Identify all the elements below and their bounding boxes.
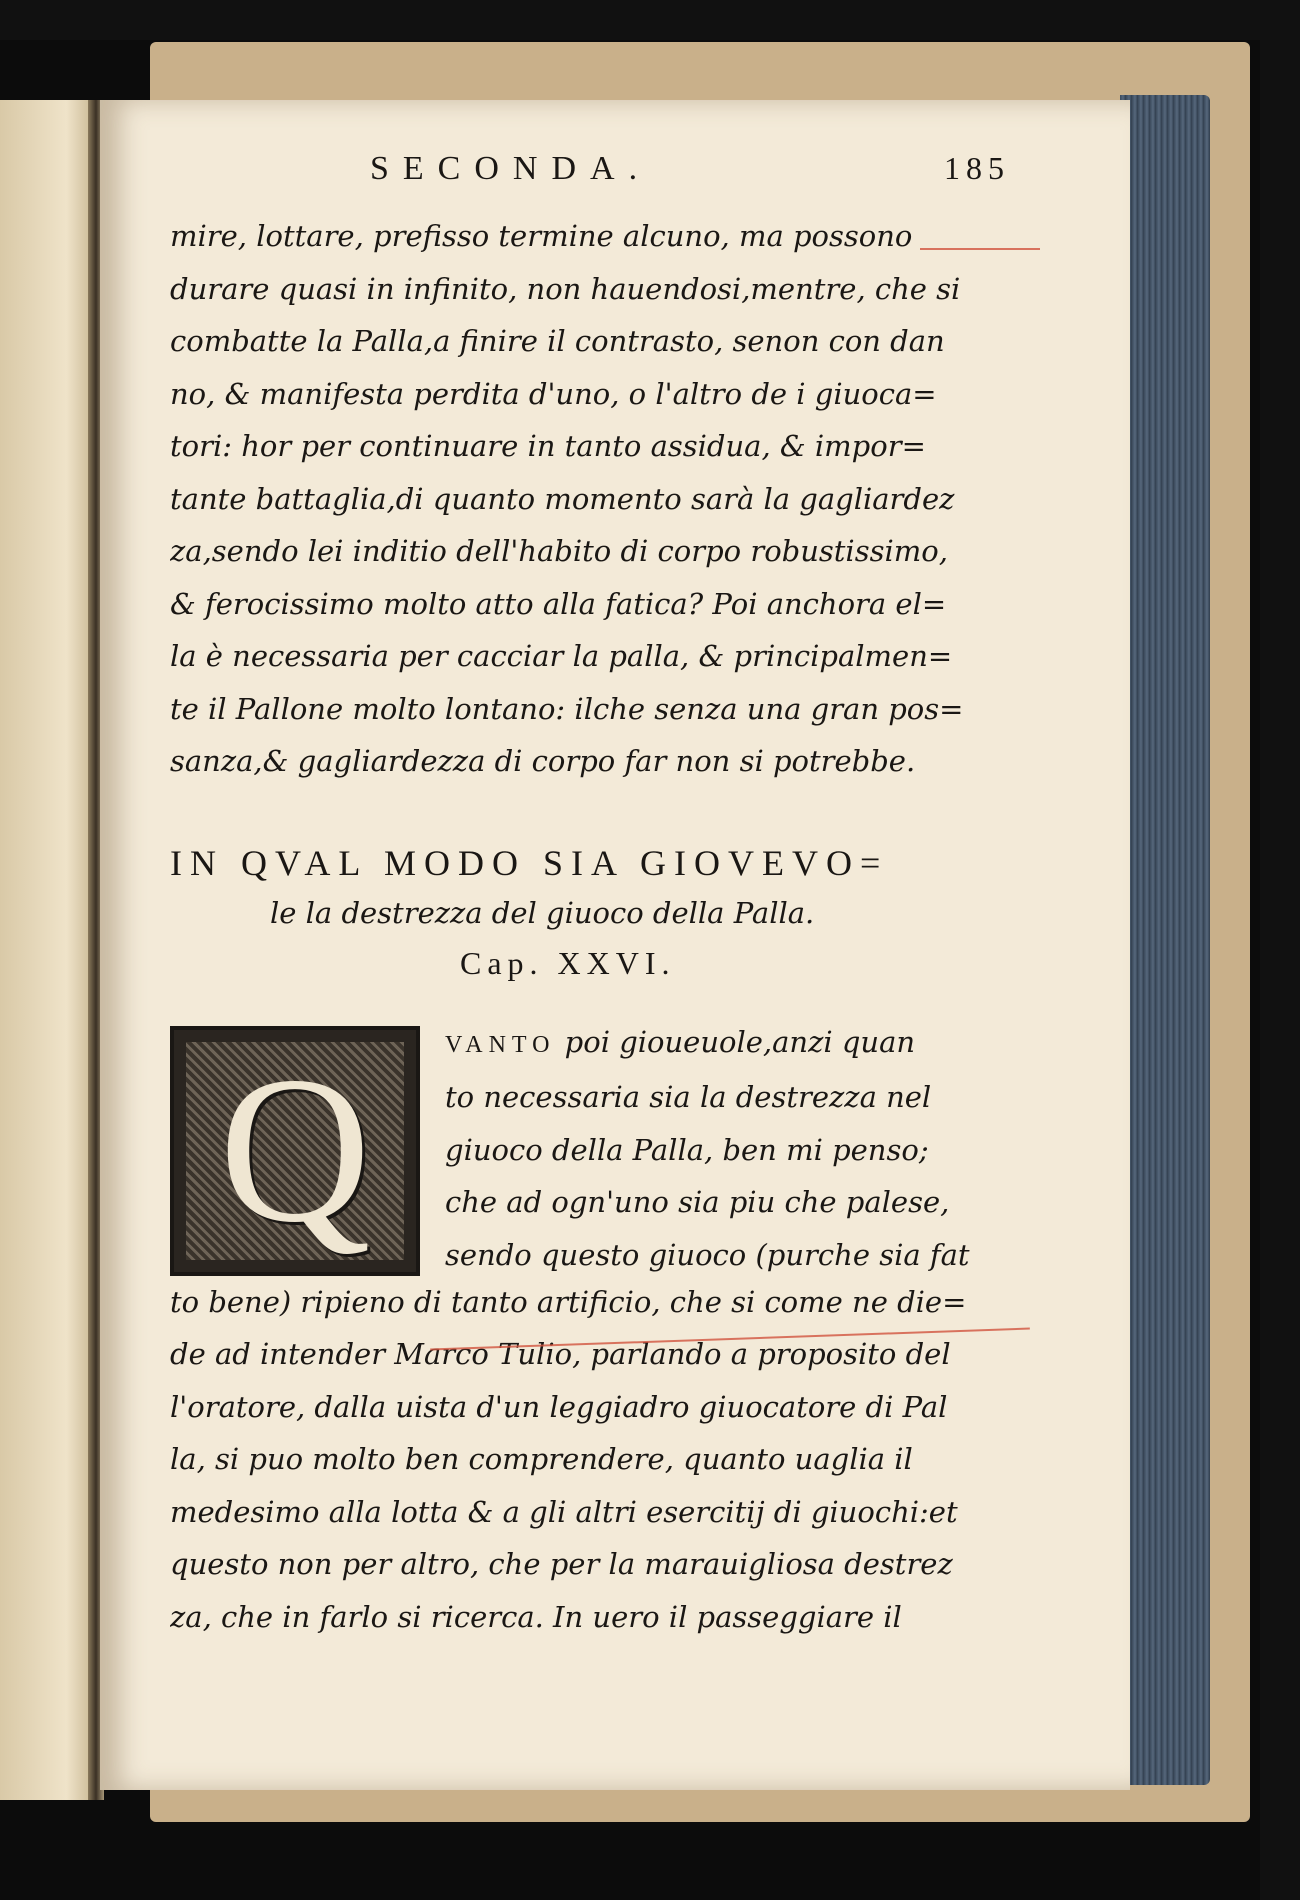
text-line: de ad intender Marco Tulio, parlando a proposito del [170,1337,951,1371]
text-line: to bene) ripieno di tanto artificio, che si come ne die= [170,1284,967,1319]
text-line: & ferocissimo molto atto alla fatica? Poi anchora el= [170,586,947,621]
text-line: za, che in farlo si ricerca. In uero il passeggiare il [170,1599,902,1634]
spacer [170,788,1030,838]
text-line: sendo questo giuoco (purche sia fat [445,1237,970,1272]
text-line: za,sendo lei inditio dell'habito di corpo robustissimo, [170,534,948,568]
text-line [445,1016,1025,1072]
paragraph-bottom [170,1276,1030,1644]
text-line: tori: hor per continuare in tanto assidua, & impor= [170,429,926,463]
text-line: combatte la Palla,a finire il contrasto, senon con dan [170,324,945,358]
chapter-heading [170,838,1030,988]
text-line: che ad ogn'uno sia piu che palese, [445,1185,950,1219]
page-edges [1120,95,1210,1785]
text-line: to necessaria sia la destrezza nel [445,1080,932,1114]
text-line: medesimo alla lotta & a gli altri esercitij di giuochi:et [170,1494,958,1529]
text-span: poi gioueuole,anzi quan [555,1024,916,1059]
text-line: tante battaglia,di quanto momento sarà la gagliardez [170,481,955,516]
chapter-title: IN QVAL MODO SIA GIOVEVO= [170,842,889,883]
paragraph-top [170,210,1030,788]
page-number: 185 [944,150,1010,186]
initial-letter: Q [219,1034,371,1266]
text-line: la, si puo molto ben comprendere, quanto uaglia il [170,1442,913,1476]
text-line: te il Pallone molto lontano: ilche senza una gran pos= [170,691,964,726]
left-page-edge [0,100,95,1800]
book-page [100,100,1130,1790]
indented-lines [445,1016,1025,1282]
chapter-number: Cap. XXVI. [460,944,676,981]
text-line: sanza,& gagliardezza di corpo far non si potrebbe. [170,744,916,778]
red-underline-mark [920,248,1040,250]
page-header [170,150,1030,210]
text-line: giuoco della Palla, ben mi penso; [445,1132,929,1167]
decorated-initial [170,1026,420,1276]
text-line: questo non per altro, che per la marauigliosa destrez [170,1547,953,1581]
text-line: la è necessaria per cacciar la palla, & principalmen= [170,639,953,673]
text-line: no, & manifesta perdita d'uno, o l'altro de i giuoca= [170,376,937,411]
text-block [170,150,1030,1643]
chapter-subtitle: le la destrezza del giuoco della Palla. [270,895,815,930]
running-head: SECONDA. [370,150,652,187]
text-line: l'oratore, dalla uista d'un leggiadro giuocatore di Pal [170,1389,948,1424]
text-line: durare quasi in infinito, non hauendosi,mentre, che si [170,271,961,306]
text-line: mire, lottare, prefisso termine alcuno, ma possono [170,219,913,253]
first-word: VANTO [445,1031,556,1058]
initial-paragraph [170,1016,1030,1276]
